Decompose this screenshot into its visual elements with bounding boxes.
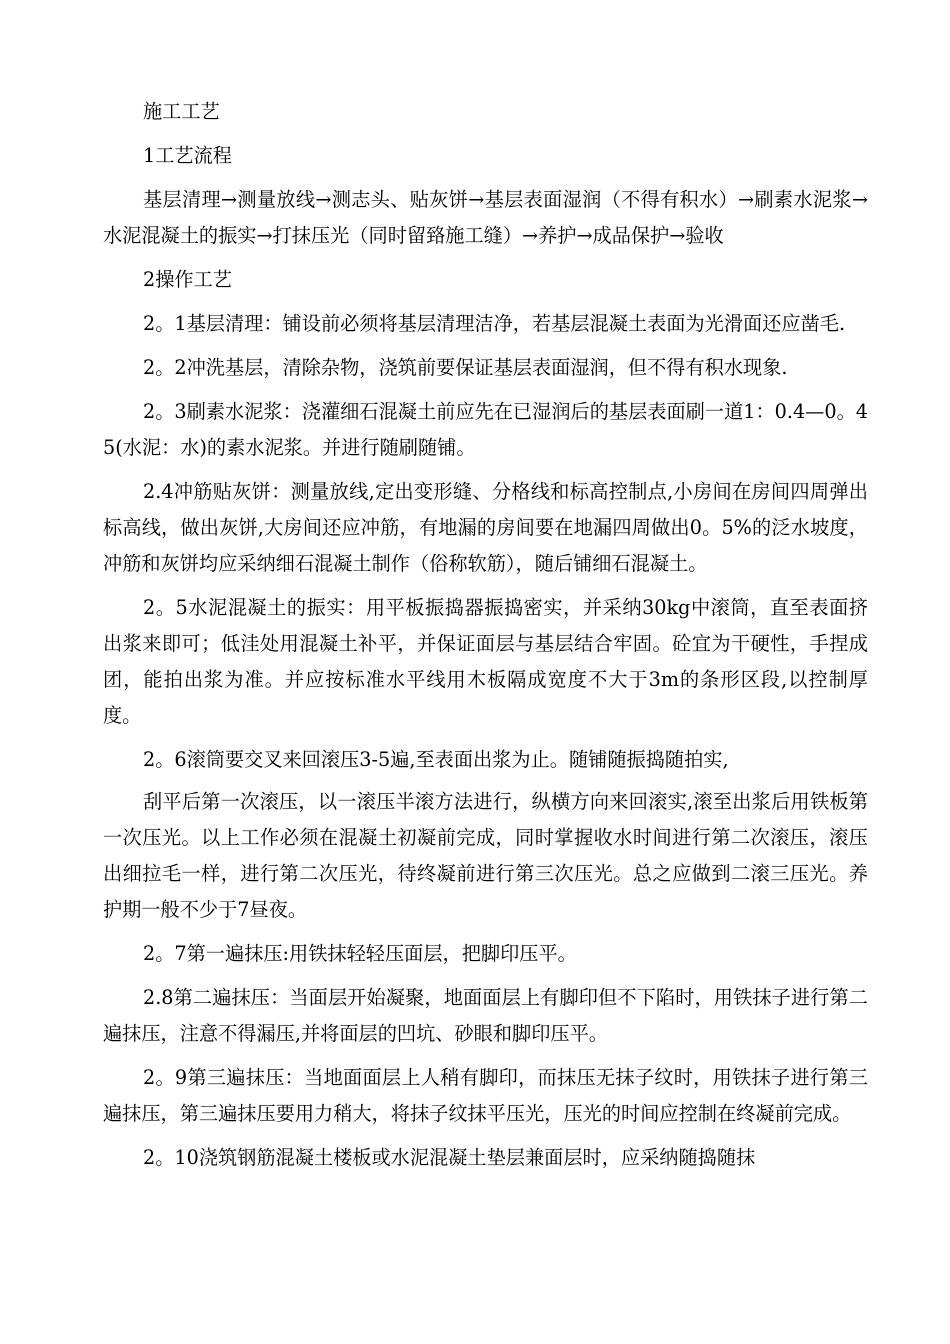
paragraph-slab-casting: 2。10浇筑钢筋混凝土楼板或水泥混凝土垫层兼面层时，应采纳随捣随抹 bbox=[143, 1146, 756, 1169]
paragraph-troweling-process: 刮平后第一次滚压，以一滚压半滚方法进行，纵横方向来回滚实,滚至出浆后用铁板第一次压光。以上工作必须在混凝土初凝前完成，同时掌握收水时间进行第二次滚压，滚压出细拉毛一样，进行第二次压光，待终凝前进行第三次压光。总之应做到二滚三压光。养护期一般不少于7昼夜。 bbox=[103, 790, 868, 921]
paragraph-flushing-base: 2。2冲洗基层，清除杂物，浇筑前要保证基层表面湿润，但不得有积水现象. bbox=[143, 356, 788, 379]
section-heading-process-flow: 1工艺流程 bbox=[143, 144, 232, 167]
document-body bbox=[103, 94, 868, 1176]
paragraph-base-cleaning: 2。1基层清理：铺设前必须将基层清理洁净，若基层混凝土表面为光滑面还应凿毛. bbox=[143, 312, 846, 335]
document-title: 施工工艺 bbox=[143, 100, 220, 123]
paragraph-first-troweling: 2。7第一遍抹压:用铁抹轻轻压面层，把脚印压平。 bbox=[143, 942, 577, 965]
process-flow-text: 基层清理→测量放线→测志头、贴灰饼→基层表面湿润（不得有积水）→刷素水泥浆→水泥混凝土的振实→打抹压光（同时留臵施工缝）→养护→成品保护→验收 bbox=[103, 188, 868, 247]
section-heading-operation: 2操作工艺 bbox=[143, 268, 232, 291]
paragraph-third-troweling: 2。9第三遍抹压：当地面面层上人稍有脚印，而抹压无抹子纹时，用铁抹子进行第三遍抹压，第三遍抹压要用力稍大，将抹子纹抹平压光，压光的时间应控制在终凝前完成。 bbox=[103, 1066, 868, 1125]
paragraph-cement-slurry: 2。3刷素水泥浆：浇灌细石混凝土前应先在已湿润后的基层表面刷一道1：0.4—0。45(水泥：水)的素水泥浆。并进行随刷随铺。 bbox=[103, 400, 868, 459]
paragraph-screed-marks: 2.4冲筋贴灰饼：测量放线,定出变形缝、分格线和标高控制点,小房间在房间四周弹出标高线，做出灰饼,大房间还应冲筋，有地漏的房间要在地漏四周做出0。5%的泛水坡度，冲筋和灰饼均应采纳细石混凝土制作（俗称软筋），随后铺细石混凝土。 bbox=[103, 480, 868, 575]
paragraph-second-troweling: 2.8第二遍抹压：当面层开始凝聚，地面面层上有脚印但不下陷时，用铁抹子进行第二遍抹压，注意不得漏压,并将面层的凹坑、砂眼和脚印压平。 bbox=[103, 986, 868, 1045]
paragraph-concrete-vibration: 2。5水泥混凝土的振实：用平板振捣器振捣密实，并采纳30kg中滚筒，直至表面挤出浆来即可；低洼处用混凝土补平，并保证面层与基层结合牢固。砼宜为干硬性，手捏成团，能拍出浆为准。并应按标准水平线用木板隔成宽度不大于3m的条形区段,以控制厚度。 bbox=[103, 596, 868, 727]
paragraph-roller-compaction: 2。6滚筒要交叉来回滚压3-5遍,至表面出浆为止。随铺随振捣随拍实, bbox=[143, 748, 729, 771]
